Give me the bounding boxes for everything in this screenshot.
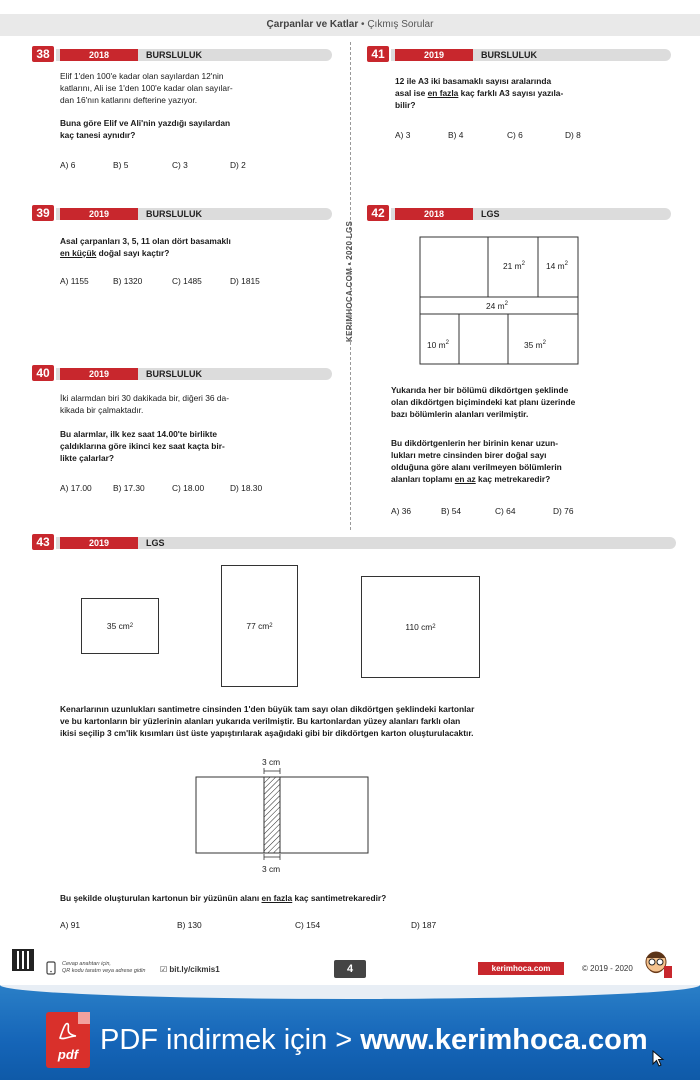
mascot-icon	[636, 946, 676, 980]
question-42-text: Yukarıda her bir bölümü dikdörtgen şeklinde olan dikdörtgen biçimindeki kat planı üzerinde bazı bölümlerin alanları verilmiştir.	[391, 385, 576, 419]
page-number: 4	[334, 960, 366, 978]
area-10: 10 $m^2$	[427, 340, 449, 350]
question-source: LGS	[481, 209, 500, 219]
option-b[interactable]: B) 54	[441, 506, 462, 516]
question-year: 2019	[60, 208, 138, 220]
option-a[interactable]: A) 6	[60, 160, 76, 170]
area-24: 24 $m^2$	[486, 301, 508, 311]
question-39-text: Asal çarpanları 3, 5, 11 olan dört basamaklı en küçük doğal sayı kaçtır?	[60, 236, 231, 258]
page-title-rest: • Çıkmış Sorular	[358, 19, 434, 30]
option-b[interactable]: B) 17.30	[113, 483, 145, 493]
area-21: 21 $m^2$	[503, 261, 525, 271]
question-year: 2019	[395, 49, 473, 61]
question-38-prompt: Buna göre Elif ve Ali'nin yazdığı sayılardan kaç tanesi aynıdır?	[60, 118, 231, 140]
option-a[interactable]: A) 1155	[60, 276, 89, 286]
answer-key-link[interactable]: ☑ bit.ly/cikmis1	[160, 965, 220, 974]
pdf-icon: pdf	[46, 1012, 90, 1068]
question-40-prompt: Bu alarmlar, ilk kez saat 14.00'te birlikte çaldıklarına göre ikinci kez saat kaçta bir- likte çalarlar?	[60, 429, 225, 463]
question-43-text: Kenarlarının uzunlukları santimetre cinsinden 1'den büyük tam sayı olan dikdörtgen şeklindeki kartonlar ve bu kartonların bir yüzlerinin alanları yukarıda verilmiştir. Bu kartonlardan yüzey alanları farklı olan ikisi seçilip 3 cm'lik kısımları üst üste yapıştırılarak aşağıdaki gibi bir dikdörtgen karton oluşturulacaktır.	[60, 704, 475, 738]
option-a[interactable]: A) 36	[391, 506, 412, 516]
option-d[interactable]: D) 2	[230, 160, 246, 170]
question-41-text: 12 ile A3 iki basamaklı sayısı aralarında asal ise en fazla kaç farklı A3 sayısı yazıla- bilir?	[395, 76, 564, 110]
option-a[interactable]: A) 91	[60, 920, 81, 930]
cursor-icon	[652, 1050, 666, 1068]
question-number: 43	[32, 534, 54, 550]
acrobat-icon	[56, 1020, 80, 1042]
question-number: 40	[32, 365, 54, 381]
option-b[interactable]: B) 130	[177, 920, 202, 930]
question-source: BURSLULUK	[146, 50, 202, 60]
question-39-header	[32, 205, 332, 221]
card-110: 110 cm 2	[361, 576, 480, 678]
qr-code-icon[interactable]	[12, 949, 34, 971]
option-d[interactable]: D) 18.30	[230, 483, 263, 493]
phone-icon	[46, 961, 56, 975]
question-43-prompt: Bu şekilde oluşturulan kartonun bir yüzünün alanı en fazla kaç santimetrekaredir?	[60, 893, 387, 903]
option-b[interactable]: B) 5	[113, 160, 129, 170]
question-source: BURSLULUK	[481, 50, 537, 60]
option-d[interactable]: D) 187	[411, 920, 437, 930]
question-year: 2018	[395, 208, 473, 220]
question-source: LGS	[146, 538, 165, 548]
option-c[interactable]: C) 154	[295, 920, 321, 930]
option-c[interactable]: C) 64	[495, 506, 516, 516]
option-a[interactable]: A) 3	[395, 130, 411, 140]
overlap-region	[264, 777, 280, 853]
footer-note: Cevap anahtarı için, QR kodu taratın veya adrese gidin	[62, 961, 146, 974]
option-d[interactable]: D) 1815	[230, 276, 260, 286]
card-77: 77 cm 2	[221, 565, 298, 687]
brand-badge[interactable]: kerimhoca.com	[478, 962, 564, 975]
card-35: 35 cm 2	[81, 598, 159, 654]
question-source: BURSLULUK	[146, 209, 202, 219]
dim-bottom-label: 3 cm	[262, 864, 281, 874]
option-c[interactable]: C) 6	[507, 130, 523, 140]
divider-label: KERIMHOCA.COM • 2020 LGS	[345, 220, 354, 342]
option-c[interactable]: C) 18.00	[172, 483, 205, 493]
question-38-header	[32, 46, 332, 62]
option-c[interactable]: C) 3	[172, 160, 188, 170]
copyright: © 2019 - 2020	[582, 964, 633, 973]
link-icon: ☑	[160, 965, 170, 974]
page-title	[0, 19, 700, 30]
question-38-text: Elif 1'den 100'e kadar olan sayılardan 12'nin katlarını, Ali ise 1'den 100'e kadar olan sayılar- dan 16'nın katlarını defterine yazıyor.	[60, 71, 233, 105]
question-42-prompt: Bu dikdörtgenlerin her birinin kenar uzun- lukları metre cinsinden birer doğal sayı olduğuna göre alanı verilmeyen bölümlerin alanları toplamı en az kaç metrekaredir?	[391, 438, 562, 484]
question-year: 2019	[60, 368, 138, 380]
area-14: 14 $m^2$	[546, 261, 568, 271]
question-40-header	[32, 365, 332, 381]
banner-text[interactable]: PDF indirmek için > www.kerimhoca.com	[100, 1024, 648, 1056]
dim-top-label: 3 cm	[262, 757, 281, 767]
question-source: BURSLULUK	[146, 369, 202, 379]
question-year: 2018	[60, 49, 138, 61]
option-b[interactable]: B) 1320	[113, 276, 143, 286]
combined-card-diagram	[190, 755, 376, 877]
option-d[interactable]: D) 76	[553, 506, 574, 516]
option-c[interactable]: C) 1485	[172, 276, 202, 286]
question-number: 39	[32, 205, 54, 221]
page-title-bold: Çarpanlar ve Katlar	[266, 19, 359, 30]
question-number: 38	[32, 46, 54, 62]
question-number: 42	[367, 205, 389, 221]
question-40-text: İki alarmdan biri 30 dakikada bir, diğeri 36 da- kikada bir çalmaktadır.	[60, 393, 229, 415]
floor-plan-diagram	[419, 236, 581, 366]
question-41-header	[367, 46, 672, 62]
question-42-header	[367, 205, 672, 221]
option-d[interactable]: D) 8	[565, 130, 581, 140]
area-35: 35 $m^2$	[524, 340, 546, 350]
question-year: 2019	[60, 537, 138, 549]
option-a[interactable]: A) 17.00	[60, 483, 92, 493]
question-number: 41	[367, 46, 389, 62]
question-43-header	[32, 534, 677, 550]
page-header	[0, 0, 700, 36]
option-b[interactable]: B) 4	[448, 130, 464, 140]
